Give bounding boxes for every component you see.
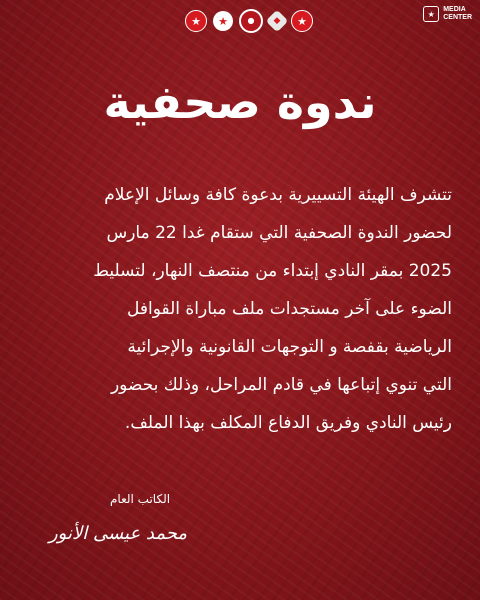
body-line: الرياضية بقفصة و التوجهات القانونية والإجرائية: [127, 337, 452, 357]
club-logos-row: [185, 9, 313, 33]
body-line: رئيس النادي وفريق الدفاع المكلف بهذا الملف.: [124, 413, 452, 433]
media-label: MEDIA: [443, 6, 466, 13]
shield-logo-icon: ★: [213, 11, 233, 31]
body-line: 2025 بمقر النادي إبتداء من منتصف النهار، لتسليط: [93, 261, 452, 281]
red-star-logo-icon: ★: [185, 10, 207, 32]
page-title: ندوة صحفية: [103, 75, 377, 129]
announcement-body: [28, 176, 452, 442]
diamond-logo-icon: ◆: [266, 10, 289, 33]
signature-role: الكاتب العام: [110, 492, 171, 506]
media-center-icon: ★: [423, 6, 439, 22]
body-line: تتشرف الهيئة التسييرية بدعوة كافة وسائل الإعلام: [104, 185, 452, 205]
center-label: CENTER: [443, 14, 472, 21]
signature-name: محمد عيسى الأنور: [48, 523, 188, 544]
body-line: لحضور الندوة الصحفية التي ستقام غدا 22 مارس: [106, 223, 452, 243]
crest-logo-icon: ●: [239, 9, 263, 33]
body-line: التي تنوي إتباعها في قادم المراحل، وذلك بحضور: [110, 375, 452, 395]
red-star-logo-icon-2: ★: [291, 10, 313, 32]
media-center-badge: [423, 6, 472, 22]
body-line: الضوء على آخر مستجدات ملف مباراة القوافل: [126, 299, 452, 319]
